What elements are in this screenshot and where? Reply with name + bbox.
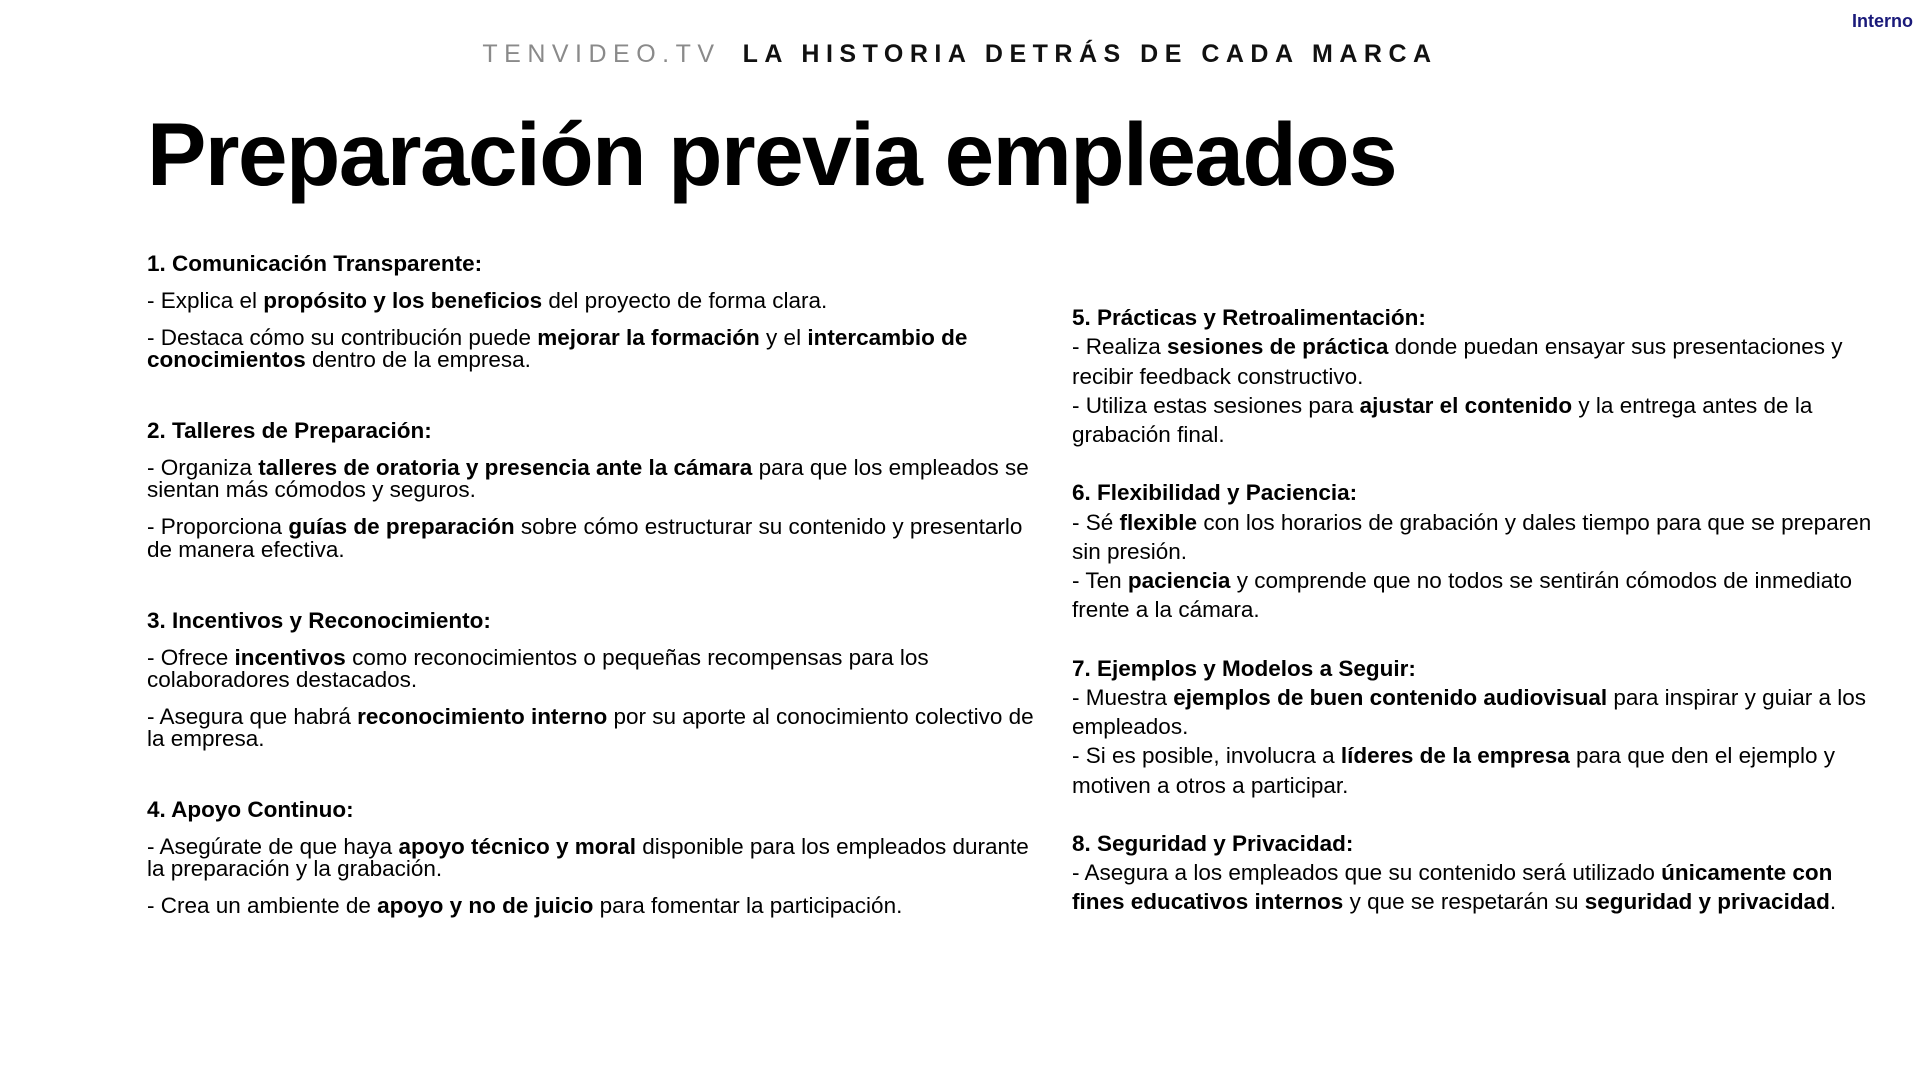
bullet-text: - Asegúrate de que haya	[147, 834, 399, 860]
bullet-bold: paciencia	[1127, 568, 1231, 593]
bullet-paragraph	[1072, 858, 1872, 917]
bullet-bold: mejorar la formación	[537, 325, 760, 351]
bullet-bold: intercambio de conocimientos	[147, 325, 968, 373]
bullet-text: - Asegura a los empleados que su contenido será utilizado	[1072, 860, 1662, 885]
section-heading: 3. Incentivos y Reconocimiento:	[147, 607, 491, 633]
bullet-text: disponible para los empleados durante la preparación y la grabación.	[147, 834, 1029, 882]
bullet-text: y que se respetarán su	[1343, 889, 1585, 915]
bullet-paragraph	[1072, 508, 1872, 567]
bullet-bold: reconocimiento interno	[357, 703, 608, 729]
heading-bold: 8. Seguridad y Privacidad	[1072, 830, 1346, 856]
bullet-text: dentro de la empresa.	[305, 347, 531, 373]
bullet-text: - Si es posible, involucra a	[1072, 743, 1341, 769]
section-heading	[1072, 654, 1872, 683]
bullet-text: - Ofrece	[147, 644, 235, 670]
bullet-paragraph	[147, 703, 1047, 751]
bullet-text: - Asegura que habrá	[147, 703, 358, 729]
bullet-paragraph	[147, 644, 1047, 692]
heading-bold: 7. Ejemplos y Modelos a Seguir:	[1072, 655, 1416, 681]
bullet-bold: líderes de la empresa	[1340, 743, 1570, 769]
bullet-bold: seguridad y privacidad	[1584, 889, 1830, 915]
bullet-text: como reconocimientos o pequeñas recompensas para los colaboradores destacados.	[147, 644, 929, 692]
bullet-text: para inspirar y guiar a los empleados.	[1072, 684, 1866, 739]
bullet-text: - Utiliza estas sesiones para	[1072, 392, 1360, 418]
section-2	[147, 417, 1047, 560]
section-6	[1072, 478, 1872, 624]
bullet-text: - Explica el	[147, 288, 264, 314]
brand-header	[0, 40, 1920, 69]
bullet-paragraph	[147, 516, 1047, 560]
bullet-text: con los horarios de grabación y dales tiempo para que se preparen sin presión.	[1072, 509, 1872, 564]
bullet-text: - Destaca cómo su contribución puede	[147, 325, 538, 351]
bullet-bold: apoyo y no de juicio	[377, 893, 594, 919]
bullet-text: para fomentar la participación.	[593, 893, 903, 919]
bullet-bold: ejemplos de buen contenido audiovisual	[1173, 684, 1608, 710]
bullet-bold: incentivos	[234, 644, 346, 670]
bullet-text: - Muestra	[1072, 684, 1174, 710]
bullet-paragraph	[1072, 332, 1872, 391]
heading-bold: 6. Flexibilidad y Paciencia:	[1072, 480, 1358, 506]
brand-tagline: LA HISTORIA DETRÁS DE CADA MARCA	[742, 40, 1438, 68]
bullet-text: del proyecto de forma clara.	[542, 288, 828, 314]
bullet-paragraph	[1072, 566, 1872, 625]
section-heading	[1072, 478, 1872, 507]
bullet-text: - Organiza	[147, 455, 259, 481]
section-1	[147, 250, 1047, 371]
bullet-paragraph	[147, 327, 1047, 371]
section-heading	[1072, 303, 1872, 332]
bullet-text: - Sé	[1072, 509, 1120, 535]
bullet-text: y el	[759, 325, 808, 351]
section-heading	[1072, 829, 1872, 858]
bullet-bold: propósito y los beneficios	[263, 288, 543, 314]
section-8	[1072, 829, 1872, 917]
bullet-text: y comprende que no todos se sentirán cómodos de inmediato frente a la cámara.	[1072, 568, 1853, 623]
bullet-text: sobre cómo estructurar su contenido y presentarlo de manera efectiva.	[147, 514, 1023, 562]
bullet-text: - Realiza	[1072, 334, 1168, 360]
bullet-bold: flexible	[1119, 509, 1198, 535]
bullet-bold: apoyo técnico y moral	[398, 834, 637, 860]
section-heading: 1. Comunicación Transparente:	[147, 251, 483, 276]
section-3	[147, 607, 1047, 750]
bullet-paragraph	[147, 457, 1047, 501]
left-column	[147, 250, 1047, 963]
bullet-paragraph	[147, 290, 1047, 312]
section-heading: 2. Talleres de Preparación:	[147, 418, 432, 444]
bullet-text: - Ten	[1072, 568, 1128, 593]
bullet-text: para que los empleados se sientan más cómodos y seguros.	[147, 455, 1029, 503]
brand-name: TENVIDEO.TV	[482, 40, 721, 68]
bullet-text: por su aporte al conocimiento colectivo de la empresa.	[147, 703, 1034, 751]
bullet-paragraph	[1072, 741, 1872, 800]
bullet-bold: ajustar el contenido	[1359, 392, 1573, 418]
heading-bold: 5. Prácticas y Retroalimentación:	[1072, 305, 1426, 330]
section-heading: 4. Apoyo Continuo:	[147, 796, 354, 822]
heading-text: :	[1345, 830, 1354, 856]
bullet-text: - Crea un ambiente de	[147, 893, 378, 919]
bullet-bold: guías de preparación	[288, 514, 515, 540]
bullet-paragraph	[1072, 391, 1872, 450]
bullet-text: y la entrega antes de la grabación final.	[1072, 392, 1813, 447]
bullet-bold: talleres de oratoria y presencia ante la cámara	[258, 455, 753, 481]
bullet-paragraph	[147, 895, 1047, 917]
bullet-text: para que den el ejemplo y motiven a otros a participar.	[1072, 743, 1835, 798]
slide-title: Preparación previa empleados	[147, 104, 1397, 204]
bullet-text: - Proporciona	[147, 514, 289, 540]
classification-label: Interno	[1852, 11, 1913, 31]
bullet-bold: sesiones de práctica	[1167, 334, 1389, 360]
section-7	[1072, 654, 1872, 800]
bullet-bold: únicamente con fines educativos internos	[1072, 860, 1833, 915]
bullet-paragraph	[1072, 683, 1872, 742]
right-column	[1072, 303, 1872, 946]
bullet-text: donde puedan ensayar sus presentaciones y recibir feedback constructivo.	[1072, 334, 1843, 389]
section-4	[147, 796, 1047, 917]
bullet-paragraph	[147, 836, 1047, 880]
bullet-text: .	[1829, 889, 1837, 915]
section-5	[1072, 303, 1872, 449]
